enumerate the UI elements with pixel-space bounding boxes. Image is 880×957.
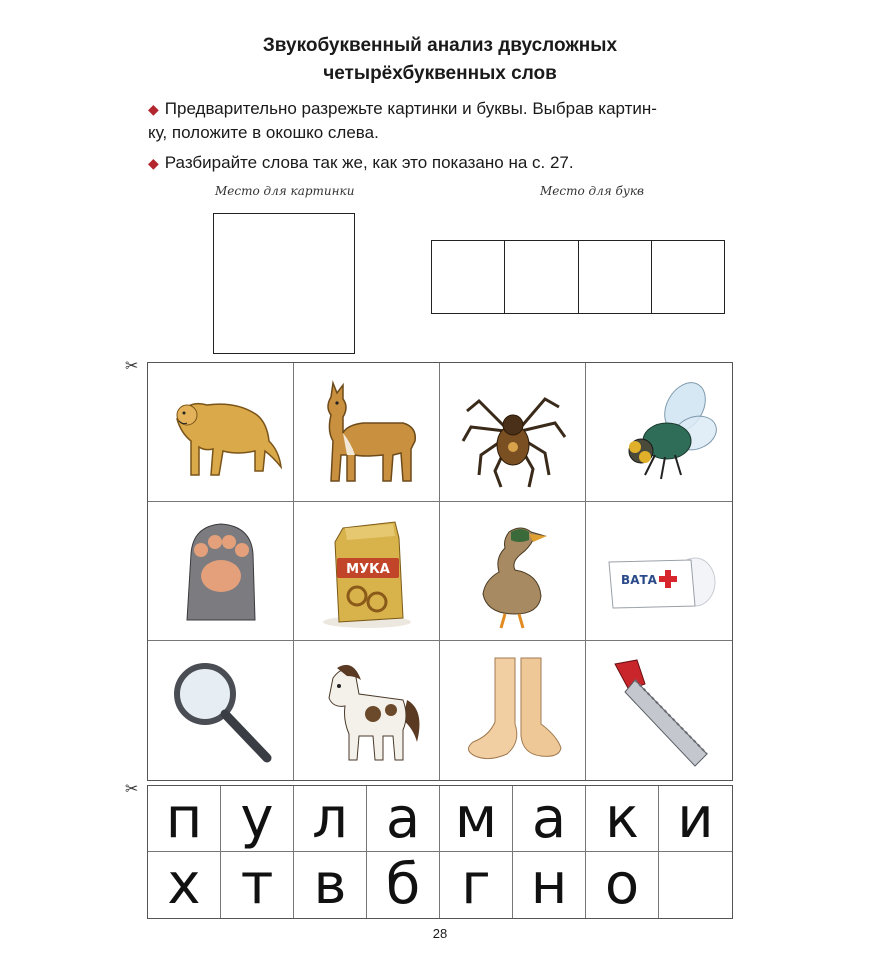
letter-card[interactable]: а <box>513 786 586 852</box>
letter-slot[interactable] <box>432 241 505 313</box>
saw-icon <box>595 650 723 772</box>
picture-card[interactable] <box>148 363 294 502</box>
letter-card-empty <box>659 852 732 918</box>
letter-card[interactable]: к <box>586 786 659 852</box>
scissors-icon: ✂ <box>125 781 139 798</box>
letter-card[interactable]: м <box>440 786 513 852</box>
letter-slot[interactable] <box>652 241 724 313</box>
picture-card[interactable] <box>586 363 732 502</box>
letter-card[interactable]: т <box>221 852 294 918</box>
picture-card[interactable] <box>586 502 732 641</box>
fly-icon <box>595 371 723 493</box>
letter-card[interactable]: и <box>659 786 732 852</box>
letter-card[interactable]: у <box>221 786 294 852</box>
spider-icon <box>449 371 577 493</box>
letter-card[interactable]: х <box>148 852 221 918</box>
svg-text:ВАТА: ВАТА <box>621 573 657 587</box>
picture-card[interactable] <box>294 502 440 641</box>
paw-icon <box>157 510 285 632</box>
pony-icon <box>303 650 431 772</box>
picture-slot[interactable] <box>213 213 355 354</box>
picture-grid <box>147 362 733 781</box>
svg-text:МУКА: МУКА <box>345 562 390 577</box>
picture-card[interactable] <box>440 363 586 502</box>
diamond-bullet-icon: ◆ <box>148 101 159 117</box>
instruction-2: ◆ Разбирайте слова так же, как это показано на с. 27. <box>148 153 574 172</box>
letter-card[interactable]: л <box>294 786 367 852</box>
scissors-icon: ✂ <box>125 358 139 375</box>
magnifier-icon <box>157 650 285 772</box>
instruction-1: ◆ Предварительно разрежьте картинки и буквы. Выбрав картин- ку, положите в окошко слева. <box>148 99 657 142</box>
letter-card[interactable]: а <box>367 786 440 852</box>
picture-card[interactable] <box>440 502 586 641</box>
letter-slot[interactable] <box>579 241 652 313</box>
picture-card[interactable] <box>294 363 440 502</box>
picture-card[interactable] <box>440 641 586 780</box>
page-number: 28 <box>432 926 448 941</box>
feet-icon <box>449 650 577 772</box>
letter-grid <box>147 785 733 919</box>
title-line-2: четырёхбуквенных слов <box>323 63 557 84</box>
puma-icon <box>157 371 285 493</box>
diamond-bullet-icon: ◆ <box>148 155 159 171</box>
title-line-1: Звукобуквенный анализ двусложных <box>262 35 618 56</box>
letter-card[interactable]: в <box>294 852 367 918</box>
picture-card[interactable] <box>148 641 294 780</box>
letter-slots <box>431 240 725 314</box>
letter-card[interactable]: б <box>367 852 440 918</box>
llama-icon <box>303 371 431 493</box>
picture-card[interactable] <box>148 502 294 641</box>
letter-card[interactable]: г <box>440 852 513 918</box>
flour-bag-icon <box>303 510 431 632</box>
duck-icon <box>449 510 577 632</box>
caption-picture-place: Место для картинки <box>215 184 355 198</box>
letter-card[interactable]: п <box>148 786 221 852</box>
cotton-icon <box>595 510 723 632</box>
letter-slot[interactable] <box>505 241 578 313</box>
letter-card[interactable]: н <box>513 852 586 918</box>
page-title <box>0 32 880 88</box>
picture-card[interactable] <box>586 641 732 780</box>
letter-card[interactable]: о <box>586 852 659 918</box>
picture-card[interactable] <box>294 641 440 780</box>
caption-letters-place: Место для букв <box>540 184 644 198</box>
